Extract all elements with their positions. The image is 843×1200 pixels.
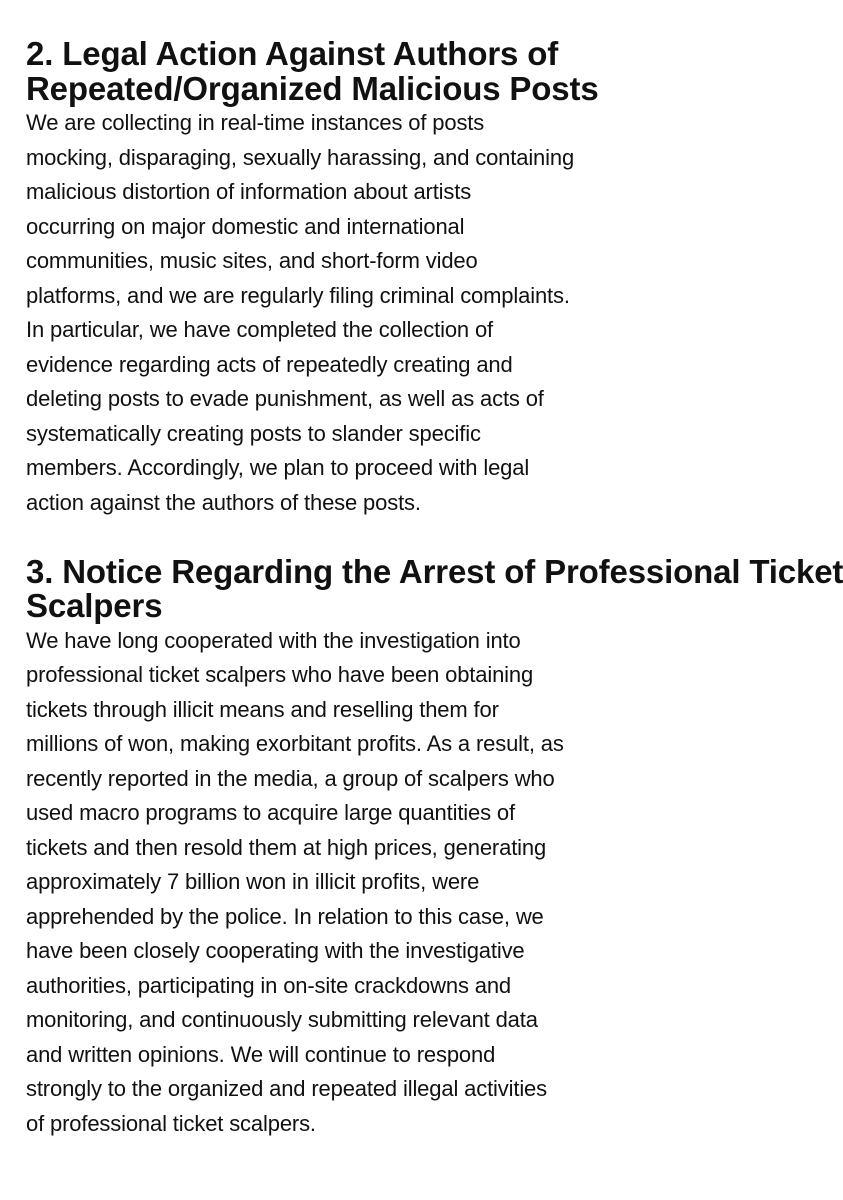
body-line: evidence regarding acts of repeatedly creating and xyxy=(26,351,513,377)
section-ticket-scalpers xyxy=(26,552,843,1142)
body-line: of professional ticket scalpers. xyxy=(26,1110,316,1136)
section-heading xyxy=(26,37,638,106)
heading-line: 3. Notice Regarding the Arrest of Professional Ticket xyxy=(26,552,843,590)
body-line: apprehended by the police. In relation to this case, we xyxy=(26,903,544,929)
body-line: members. Accordingly, we plan to proceed with legal xyxy=(26,455,530,480)
document xyxy=(26,35,843,1141)
body-line: monitoring, and continuously submitting relevant data xyxy=(26,1007,538,1032)
body-line: platforms, and we are regularly filing criminal complaints. xyxy=(26,282,570,308)
section-heading xyxy=(26,552,843,624)
heading-line: 2. Legal Action Against Authors of xyxy=(26,35,559,72)
body-line: malicious distortion of information about artists xyxy=(26,179,472,204)
body-line: We are collecting in real-time instances of posts xyxy=(26,110,485,135)
section-body xyxy=(26,106,638,520)
body-line: systematically creating posts to slander specific xyxy=(26,420,481,446)
heading-line: Repeated/Organized Malicious Posts xyxy=(26,69,599,107)
body-line: and written opinions. We will continue to respond xyxy=(26,1041,496,1067)
section-body xyxy=(26,624,638,1142)
body-line: deleting posts to evade punishment, as well as acts of xyxy=(26,386,544,411)
body-line: authorities, participating in on-site crackdowns and xyxy=(26,972,512,998)
body-line: strongly to the organized and repeated illegal activities xyxy=(26,1076,547,1101)
body-line: mocking, disparaging, sexually harassing, and containing xyxy=(26,144,575,170)
heading-line: Scalpers xyxy=(26,587,163,624)
body-line: action against the authors of these posts. xyxy=(26,489,421,515)
body-line: tickets through illicit means and reselling them for xyxy=(26,696,499,722)
body-line: millions of won, making exorbitant profits. As a result, as xyxy=(26,731,564,756)
body-line: used macro programs to acquire large quantities of xyxy=(26,800,515,825)
body-line: communities, music sites, and short-form video xyxy=(26,248,478,273)
body-line: have been closely cooperating with the investigative xyxy=(26,938,525,963)
body-line: We have long cooperated with the investigation into xyxy=(26,627,521,653)
body-line: approximately 7 billion won in illicit profits, were xyxy=(26,869,480,894)
body-line: recently reported in the media, a group of scalpers who xyxy=(26,765,555,791)
body-line: tickets and then resold them at high prices, generating xyxy=(26,834,547,860)
body-line: professional ticket scalpers who have been obtaining xyxy=(26,662,534,687)
body-line: occurring on major domestic and international xyxy=(26,213,465,239)
section-legal-action xyxy=(26,37,638,520)
body-line: In particular, we have completed the collection of xyxy=(26,317,493,342)
